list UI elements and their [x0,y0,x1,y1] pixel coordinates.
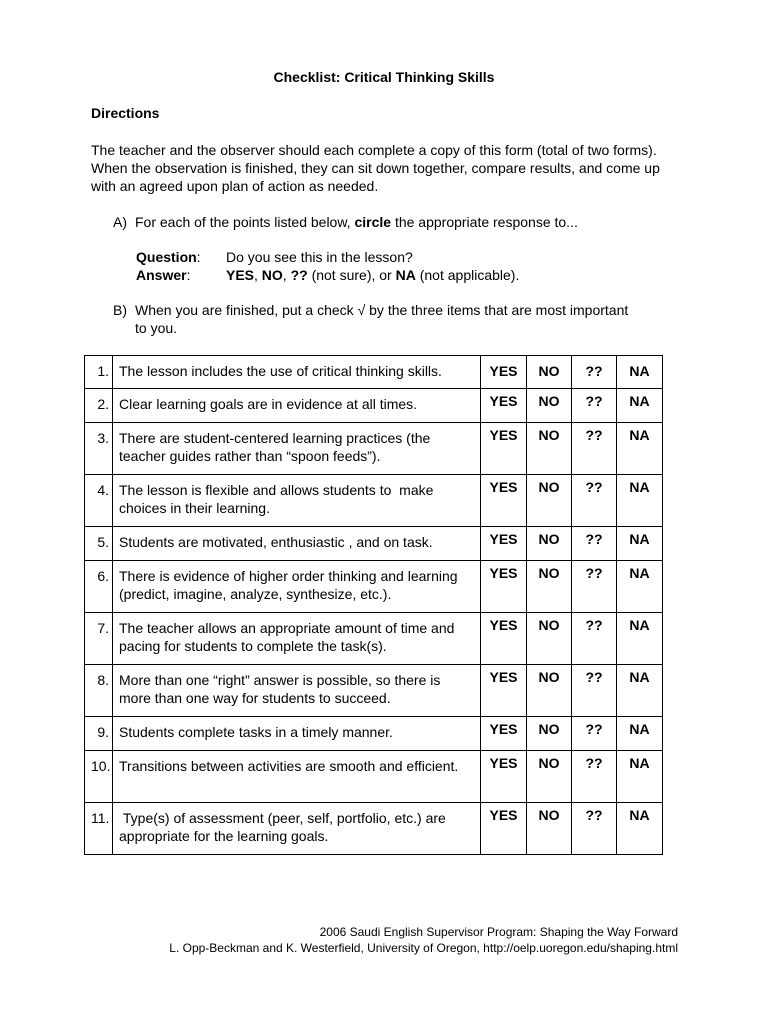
response-option-na: NA [617,665,663,717]
answer-yes: YES [226,267,255,283]
response-option-yes: YES [481,751,527,803]
response-option-unsure: ?? [572,751,617,803]
response-option-yes: YES [481,613,527,665]
response-option-unsure: ?? [572,665,617,717]
answer-sep2: , [282,267,291,283]
response-option-no: NO [527,527,572,561]
response-option-no: NO [527,389,572,423]
row-number: 3. [85,423,113,475]
checklist-body [85,356,663,855]
row-statement: Students are motivated, enthusiastic , and on task. [113,527,481,561]
response-option-no: NO [527,561,572,613]
row-number: 1. [85,356,113,389]
answer-line [136,266,519,284]
row-number: 11. [85,803,113,855]
instruction-a [113,213,683,231]
response-option-unsure: ?? [572,717,617,751]
response-option-yes: YES [481,665,527,717]
row-statement: The lesson is flexible and allows students to make choices in their learning. [113,475,481,527]
question-label: Question [136,249,197,265]
table-row [85,356,663,389]
table-row [85,717,663,751]
answer-na-note: (not applicable). [415,267,520,283]
row-number: 7. [85,613,113,665]
response-option-unsure: ?? [572,561,617,613]
response-option-yes: YES [481,475,527,527]
table-row [85,665,663,717]
directions-heading: Directions [91,105,160,121]
instruction-b-letter: B) [113,302,127,318]
response-option-na: NA [617,751,663,803]
question-colon: : [196,249,201,265]
checklist-table [84,355,663,855]
response-option-na: NA [617,423,663,475]
response-option-na: NA [617,356,663,389]
table-row [85,613,663,665]
row-statement: The teacher allows an appropriate amount of time and pacing for students to complete the task(s). [113,613,481,665]
table-row [85,751,663,803]
table-row [85,803,663,855]
instruction-a-text-after: the appropriate response to... [391,214,578,230]
instruction-b-line2: to you. [135,320,178,336]
table-row [85,527,663,561]
answer-unsure-note: (not sure), or [307,267,396,283]
response-option-no: NO [527,475,572,527]
response-option-unsure: ?? [572,356,617,389]
table-row [85,561,663,613]
answer-na: NA [395,267,416,283]
answer-colon: : [186,267,191,283]
response-option-yes: YES [481,561,527,613]
response-option-unsure: ?? [572,613,617,665]
table-row [85,389,663,423]
response-option-na: NA [617,389,663,423]
instruction-b [113,301,683,337]
response-option-na: NA [617,527,663,561]
response-option-yes: YES [481,803,527,855]
answer-unsure: ?? [290,267,308,283]
row-number: 2. [85,389,113,423]
row-number: 4. [85,475,113,527]
instruction-b-line1: When you are finished, put a check √ by the three items that are most important [135,302,629,318]
question-line [136,248,413,266]
response-option-yes: YES [481,717,527,751]
row-number: 5. [85,527,113,561]
response-option-no: NO [527,356,572,389]
response-option-yes: YES [481,423,527,475]
footer-line1: 2006 Saudi English Supervisor Program: Shaping the Way Forward [319,925,678,939]
response-option-na: NA [617,803,663,855]
row-number: 6. [85,561,113,613]
row-statement: There is evidence of higher order thinking and learning (predict, imagine, analyze, synthesize, etc.). [113,561,481,613]
row-statement: There are student-centered learning practices (the teacher guides rather than “spoon feeds”). [113,423,481,475]
response-option-unsure: ?? [572,527,617,561]
response-option-yes: YES [481,356,527,389]
row-number: 8. [85,665,113,717]
response-option-yes: YES [481,389,527,423]
instruction-a-text-before: For each of the points listed below, [135,214,355,230]
footer [169,924,678,956]
row-number: 9. [85,717,113,751]
instruction-a-bold: circle [354,214,392,230]
response-option-unsure: ?? [572,475,617,527]
response-option-no: NO [527,665,572,717]
footer-line2: L. Opp-Beckman and K. Westerfield, University of Oregon, http://oelp.uoregon.edu/shaping.html [169,941,678,955]
row-statement: Type(s) of assessment (peer, self, portfolio, etc.) are appropriate for the learning goals. [113,803,481,855]
table-row [85,475,663,527]
row-statement: Students complete tasks in a timely manner. [113,717,481,751]
question-text: Do you see this in the lesson? [226,249,413,265]
response-option-unsure: ?? [572,803,617,855]
response-option-na: NA [617,717,663,751]
table-row [85,423,663,475]
instruction-a-letter: A) [113,214,127,230]
row-statement: The lesson includes the use of critical thinking skills. [113,356,481,389]
row-statement: Clear learning goals are in evidence at all times. [113,389,481,423]
response-option-no: NO [527,751,572,803]
answer-label: Answer [136,267,187,283]
response-option-na: NA [617,613,663,665]
answer-no: NO [261,267,283,283]
intro-paragraph: The teacher and the observer should each complete a copy of this form (total of two forms). When the observation is finished, they can sit down together, compare results, and come up with an agreed upon plan of action as needed. [91,142,660,194]
response-option-no: NO [527,423,572,475]
answer-sep1: , [254,267,262,283]
row-statement: Transitions between activities are smooth and efficient. [113,751,481,803]
response-option-na: NA [617,475,663,527]
response-option-no: NO [527,803,572,855]
response-option-yes: YES [481,527,527,561]
page-title: Checklist: Critical Thinking Skills [273,69,495,85]
response-option-no: NO [527,613,572,665]
response-option-unsure: ?? [572,423,617,475]
response-option-unsure: ?? [572,389,617,423]
row-number: 10. [85,751,113,803]
response-option-na: NA [617,561,663,613]
response-option-no: NO [527,717,572,751]
row-statement: More than one “right” answer is possible, so there is more than one way for students to succeed. [113,665,481,717]
